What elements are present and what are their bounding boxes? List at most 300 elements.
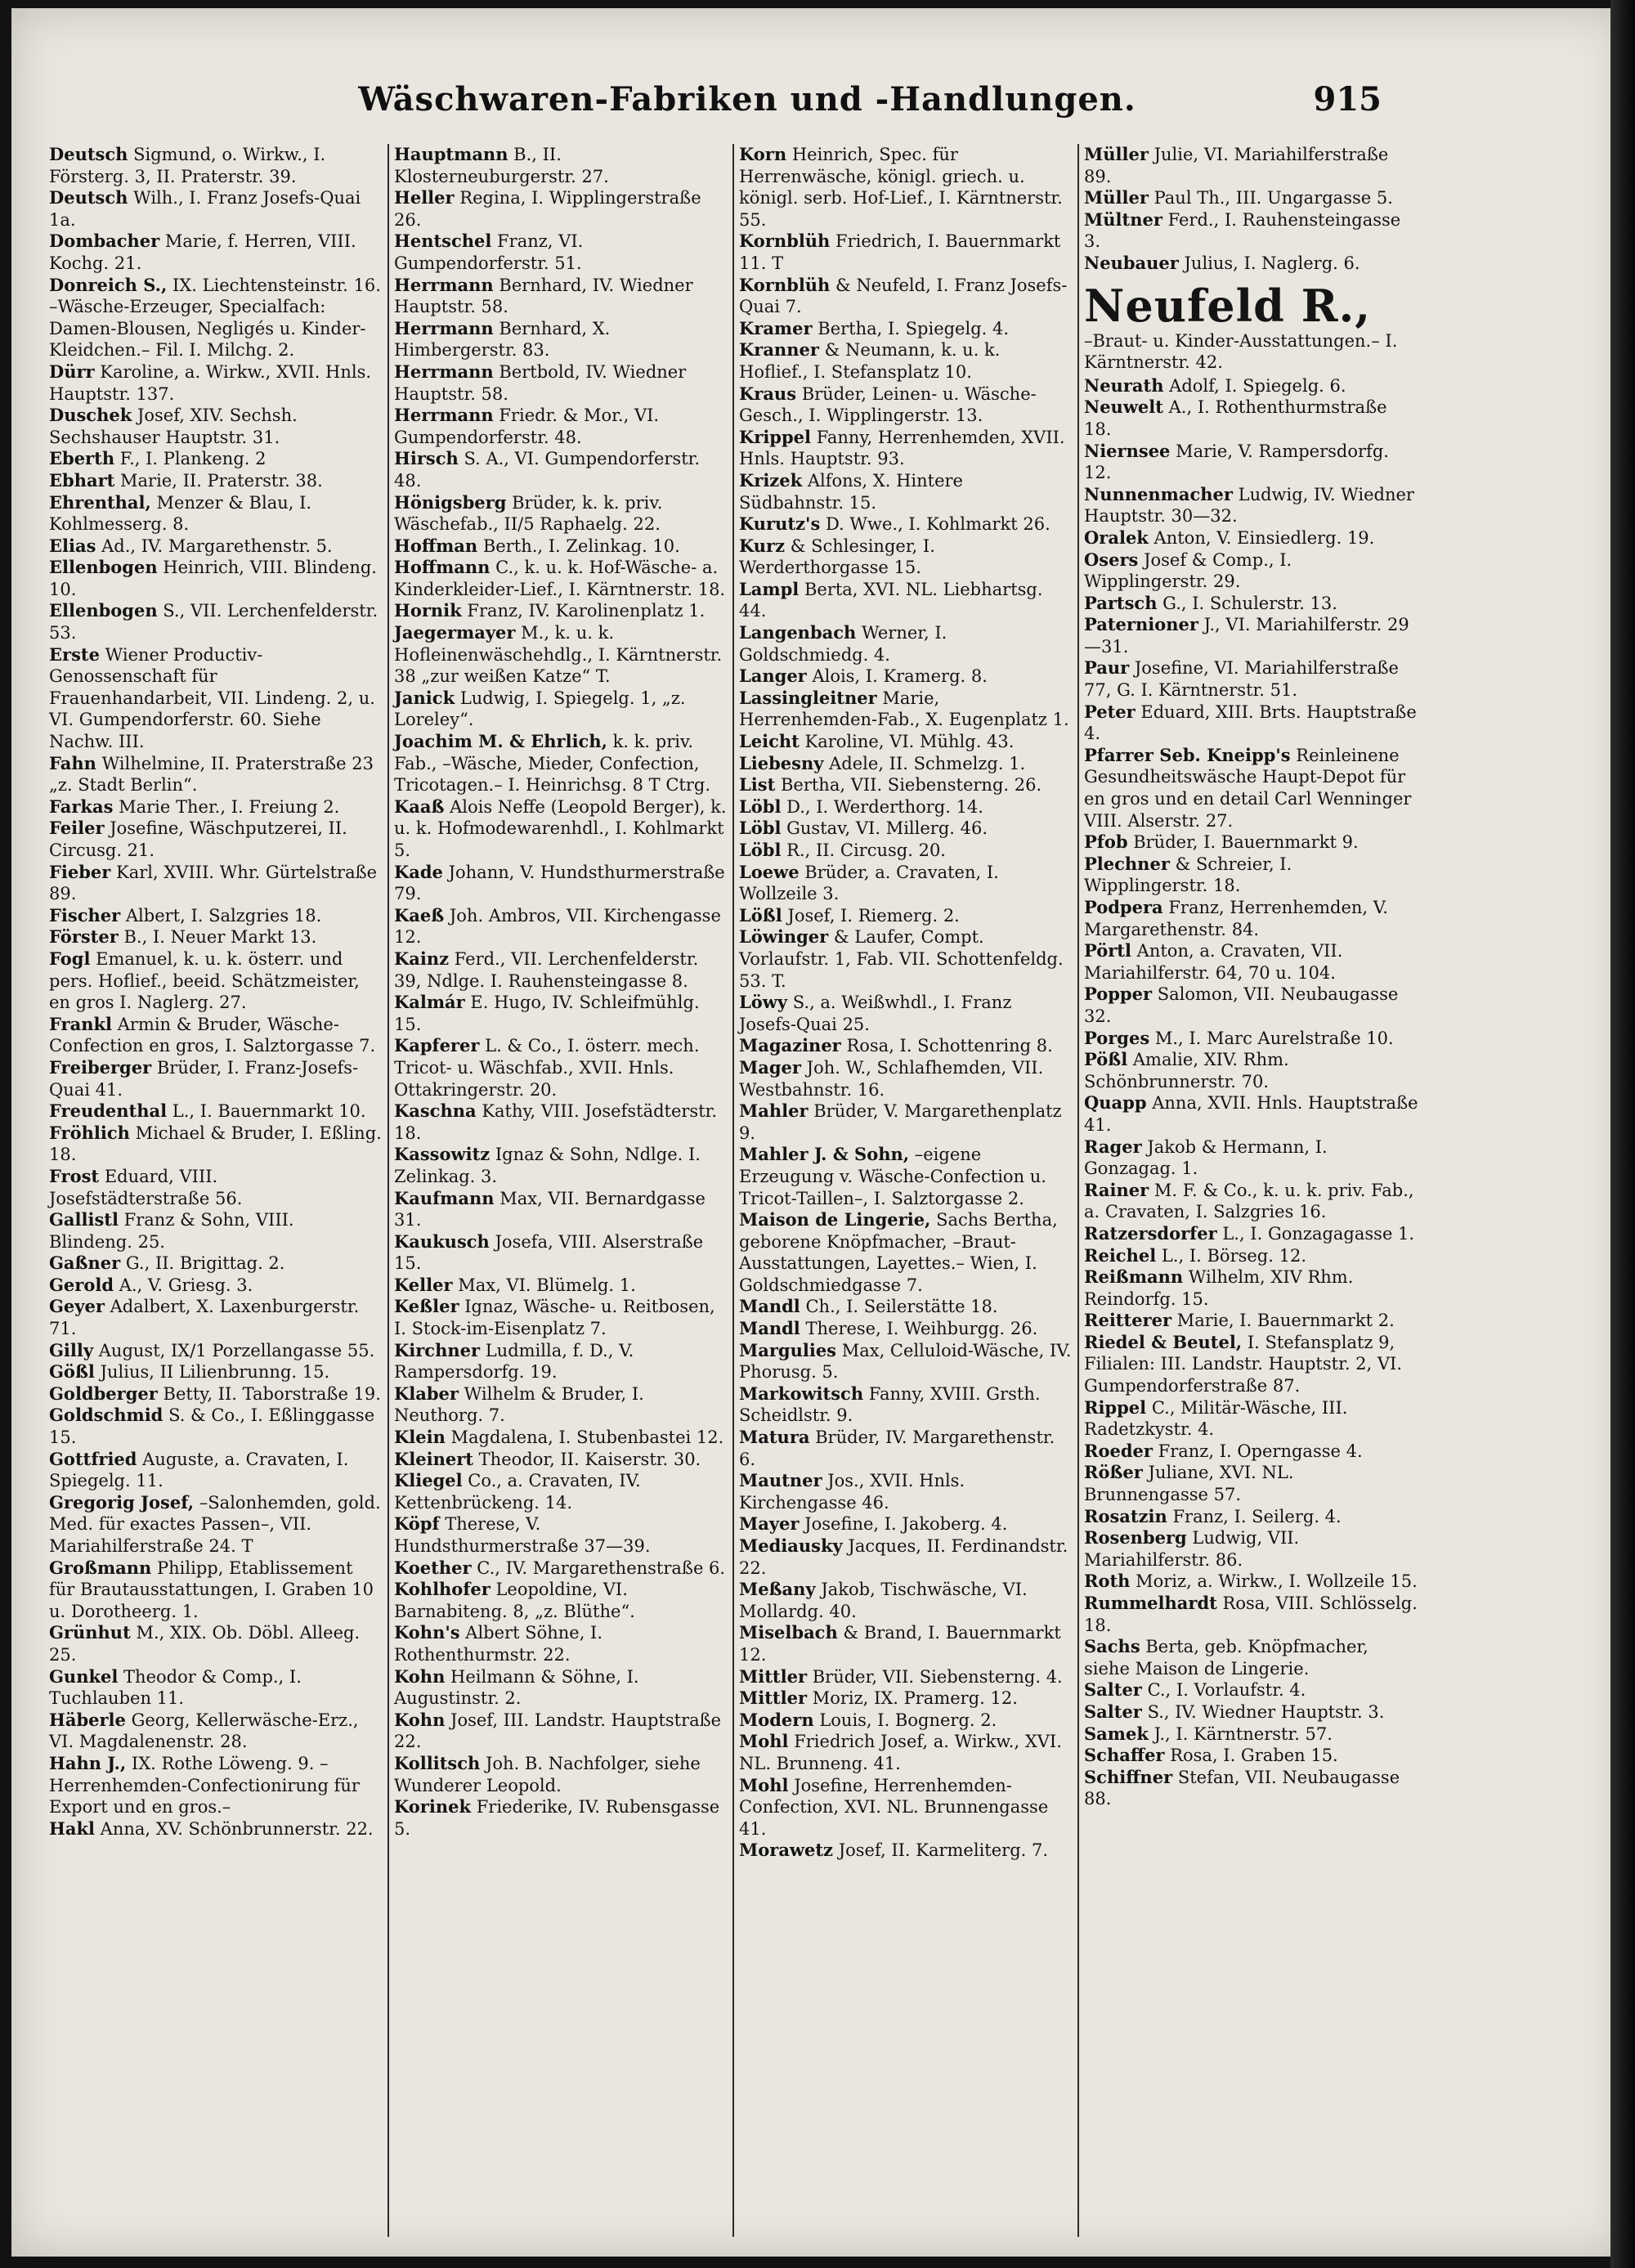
entry-name: Heller <box>394 187 455 208</box>
directory-entry <box>1084 1223 1419 1245</box>
directory-entry <box>1084 1593 1419 1636</box>
directory-entry <box>1084 375 1419 397</box>
directory-entry <box>739 666 1073 688</box>
entry-name: Feiler <box>49 818 105 839</box>
entry-details: Philipp, Etablissement für Brautausstattungen, I. Graben 10 u. Dorotheerg. 1. <box>49 1558 374 1621</box>
entry-details: Josef, III. Landstr. Hauptstraße 22. <box>394 1710 722 1752</box>
entry-name: Mahler <box>739 1100 809 1122</box>
entry-details: Josefine, I. Jakoberg. 4. <box>804 1514 1008 1535</box>
entry-details: Jakob, Tischwäsche, VI. Mollardg. 40. <box>739 1580 1028 1621</box>
entry-name: Ellenbogen <box>49 557 158 578</box>
directory-entry <box>1084 1679 1419 1701</box>
directory-entry <box>1084 209 1419 253</box>
entry-name: Salter <box>1084 1679 1142 1701</box>
directory-entry <box>1084 854 1419 897</box>
column-2 <box>389 144 734 2237</box>
entry-details: Anna, XVII. Hnls. Hauptstraße 41. <box>1084 1093 1418 1135</box>
directory-entry <box>1084 657 1419 701</box>
entry-details: Paul Th., III. Ungargasse 5. <box>1153 188 1393 208</box>
directory-entry <box>1084 1180 1419 1223</box>
directory-entry <box>739 753 1073 775</box>
entry-name: Kohn <box>394 1709 446 1730</box>
entry-details: M. F. & Co., k. u. k. priv. Fab., a. Cravaten, I. Salzgries 16. <box>1084 1180 1414 1222</box>
entry-details: Armin & Bruder, Wäsche-Confection en gros, I. Salztorgasse 7. <box>49 1014 376 1056</box>
scan-edge <box>1610 0 1635 2268</box>
entry-details: –Salonhemden, gold. Med. für exactes Passen–, VII. Mariahilferstraße 24. T <box>49 1492 381 1556</box>
entry-details: Josefine, VI. Mariahilferstraße 77, G. I. Kärntnerstr. 51. <box>1084 658 1399 701</box>
entry-details: Sachs Bertha, geborene Knöpfmacher, –Braut-Ausstattungen, Layettes.– Wien, I. Goldschmiedgasse 7. <box>739 1210 1058 1295</box>
column-4 <box>1079 144 1424 2237</box>
entry-details: & Schlesinger, I. Werderthorgasse 15. <box>739 536 935 578</box>
entry-details: Brüder, I. Bauernmarkt 9. <box>1133 832 1359 853</box>
entry-name: Sachs <box>1084 1636 1140 1657</box>
directory-entry <box>49 1818 383 1840</box>
entry-details: C., IV. Margarethenstraße 6. <box>477 1558 726 1578</box>
entry-details: Joh. W., Schlafhemden, VII. Westbahnstr. 16. <box>739 1057 1044 1100</box>
directory-entry <box>739 144 1073 231</box>
entry-name: Oralek <box>1084 527 1149 548</box>
entry-details: C., I. Vorlaufstr. 4. <box>1147 1680 1306 1701</box>
entry-name: Nunnenmacher <box>1084 483 1233 504</box>
page-number: 915 <box>1313 80 1382 119</box>
entry-details: G., II. Brigittag. 2. <box>125 1253 285 1274</box>
directory-entry <box>739 818 1073 840</box>
directory-page <box>11 8 1627 2257</box>
entry-details: Heinrich, Spec. für Herrenwäsche, königl. griech. u. königl. serb. Hof-Lief., I. Kärntnerstr. 55. <box>739 145 1063 230</box>
entry-name: Hoffman <box>394 535 478 556</box>
entry-details: Max, VII. Bernardgasse 31. <box>394 1188 706 1230</box>
entry-name: Langer <box>739 666 807 687</box>
entry-name: Salter <box>1084 1701 1142 1722</box>
entry-name: Modern <box>739 1709 814 1730</box>
entry-name: Farkas <box>49 796 114 817</box>
entry-name: Rößer <box>1084 1462 1143 1483</box>
directory-entry <box>49 1753 383 1818</box>
entry-details: A., V. Griesg. 3. <box>119 1275 253 1295</box>
entry-name: Kaufmann <box>394 1187 495 1208</box>
directory-entry <box>394 1035 728 1100</box>
directory-entry <box>394 600 728 622</box>
entry-name: Reichel <box>1084 1244 1157 1266</box>
directory-entry <box>394 992 728 1035</box>
directory-entry <box>1084 1701 1419 1723</box>
directory-entry <box>49 948 383 1014</box>
directory-entry <box>1084 1462 1419 1505</box>
directory-entry <box>739 275 1073 318</box>
directory-entry <box>394 1275 728 1297</box>
entry-name: Jaegermayer <box>394 622 516 643</box>
entry-details: Adolf, I. Spiegelg. 6. <box>1169 375 1346 396</box>
directory-entry <box>1084 940 1419 984</box>
entry-details: Emanuel, k. u. k. österr. und pers. Hoflief., beeid. Schätzmeister, en gros I. Naglerg. 27. <box>49 948 360 1013</box>
entry-details: Brüder, Leinen- u. Wäsche-Gesch., I. Wipplingerstr. 13. <box>739 383 1037 426</box>
entry-name: Pfarrer Seb. Kneipp's <box>1084 744 1291 765</box>
entry-name: Ehrenthal, <box>49 491 151 513</box>
entry-name: Rosenberg <box>1084 1527 1187 1549</box>
entry-details: Moriz, a. Wirkw., I. Wollzeile 15. <box>1136 1571 1418 1592</box>
directory-entry <box>49 361 383 405</box>
directory-entry <box>394 536 728 558</box>
directory-entry <box>394 1579 728 1622</box>
directory-entry <box>739 1666 1073 1688</box>
entry-details: J., I. Kärntnerstr. 57. <box>1153 1723 1333 1744</box>
entry-details: Wilhelm & Bruder, I. Neuthorg. 7. <box>394 1383 644 1426</box>
directory-entry <box>1084 1049 1419 1092</box>
entry-details: C., k. u. k. Hof-Wäsche- a. Kinderkleider-Lief., I. Kärntnerstr. 18. <box>394 558 726 599</box>
entry-name: Lößl <box>739 904 782 926</box>
entry-name: Hahn J., <box>49 1752 127 1773</box>
entry-name: Osers <box>1084 549 1139 570</box>
entry-details: Anton, a. Cravaten, VII. Mariahilferstr. 64, 70 u. 104. <box>1084 941 1343 983</box>
entry-name: Köpf <box>394 1513 440 1535</box>
directory-entry <box>739 383 1073 427</box>
directory-entry <box>1084 144 1419 187</box>
entry-name: Rippel <box>1084 1396 1147 1418</box>
entry-details: Anna, XV. Schönbrunnerstr. 22. <box>100 1818 374 1839</box>
entry-name: Krizek <box>739 469 803 491</box>
entry-name: Morawetz <box>739 1840 833 1861</box>
entry-details: Reinleinene Gesundheitswäsche Haupt-Depot für en gros und en detail Carl Wenninger VIII. Alserstr. 27. <box>1084 745 1412 831</box>
directory-entry <box>1084 701 1419 745</box>
directory-entry <box>1084 527 1419 549</box>
directory-entry <box>1084 441 1419 484</box>
entry-details: M., I. Marc Aurelstraße 10. <box>1154 1028 1394 1048</box>
directory-entry <box>49 1123 383 1166</box>
directory-entry <box>394 1558 728 1580</box>
directory-entry <box>1084 1028 1419 1050</box>
directory-entry <box>49 1057 383 1100</box>
entry-details: Julius, I. Naglerg. 6. <box>1184 253 1360 273</box>
directory-entry <box>49 1622 383 1665</box>
entry-name: Förster <box>49 926 119 948</box>
entry-details: –Braut- u. Kinder-Ausstattungen.– I. Kärntnerstr. 42. <box>1084 330 1398 373</box>
entry-name: Neurath <box>1084 374 1164 396</box>
entry-details: Josef & Comp., I. Wipplingerstr. 29. <box>1084 549 1292 592</box>
directory-entry <box>739 905 1073 927</box>
directory-entry <box>1084 187 1419 209</box>
directory-entry <box>49 1100 383 1123</box>
entry-details: Karoline, VI. Mühlg. 43. <box>804 732 1015 752</box>
entry-name: Fischer <box>49 904 121 926</box>
directory-entry <box>394 1710 728 1753</box>
entry-details: Bertha, I. Spiegelg. 4. <box>818 318 1010 338</box>
entry-name: Gottfried <box>49 1448 137 1469</box>
entry-details: Jos., XVII. Hnls. Kirchengasse 46. <box>739 1471 965 1513</box>
entry-name: Rummelhardt <box>1084 1593 1217 1613</box>
entry-name: Herrmann <box>394 405 494 426</box>
entry-name: Müller <box>1084 144 1149 164</box>
entry-name: Kainz <box>394 948 450 969</box>
directory-entry <box>1084 1527 1419 1571</box>
entry-name: Rainer <box>1084 1179 1149 1200</box>
entry-details: Berth., I. Zelinkag. 10. <box>482 536 680 556</box>
entry-details: J., VI. Mariahilferstr. 29—31. <box>1084 615 1409 657</box>
directory-entry <box>739 1383 1073 1427</box>
directory-entry <box>394 144 728 187</box>
directory-entry <box>394 1666 728 1710</box>
directory-entry <box>49 470 383 492</box>
entry-name: Kohn <box>394 1665 446 1687</box>
directory-entry <box>394 1383 728 1427</box>
entry-name: Mittler <box>739 1665 808 1687</box>
entry-details: & Laufer, Compt. Vorlaufstr. 1, Fab. VII. Schottenfeldg. 53. T. <box>739 927 1064 991</box>
entry-details: & Neumann, k. u. k. Hoflief., I. Stefansplatz 10. <box>739 340 1001 382</box>
directory-entry <box>49 1666 383 1710</box>
directory-columns <box>44 144 1426 2237</box>
directory-entry <box>1084 593 1419 615</box>
entry-name: Ellenbogen <box>49 600 158 621</box>
directory-entry <box>394 187 728 231</box>
entry-details: Fanny, XVIII. Grsth. Scheidlstr. 9. <box>739 1383 1041 1426</box>
directory-entry <box>49 448 383 470</box>
entry-name: Reitterer <box>1084 1310 1172 1331</box>
entry-name: Rager <box>1084 1136 1142 1157</box>
directory-entry <box>49 275 383 361</box>
entry-name: Gunkel <box>49 1665 119 1687</box>
entry-details: I. Stefansplatz 9, Filialen: III. Landstr. Hauptstr. 2, VI. Gumpendorferstraße 87. <box>1084 1332 1403 1396</box>
entry-details: Brüder, V. Margarethenplatz 9. <box>739 1101 1062 1143</box>
directory-entry <box>49 1710 383 1753</box>
entry-name: Ratzersdorfer <box>1084 1222 1217 1244</box>
entry-details: Bernhard, X. Himbergerstr. 83. <box>394 318 611 361</box>
entry-name: Korinek <box>394 1796 472 1818</box>
entry-details: Alois, I. Kramerg. 8. <box>812 666 988 687</box>
entry-details: Josefa, VIII. Alserstraße 15. <box>394 1231 704 1274</box>
entry-name: Kassowitz <box>394 1144 490 1165</box>
directory-entry <box>394 1427 728 1449</box>
directory-entry <box>49 862 383 905</box>
entry-details: Bertha, VII. Siebensterng. 26. <box>780 775 1042 796</box>
directory-entry <box>394 1753 728 1796</box>
entry-name: Liebesny <box>739 752 824 773</box>
entry-name: Pößl <box>1084 1049 1128 1070</box>
entry-name: Gößl <box>49 1361 95 1383</box>
directory-entry <box>1084 1092 1419 1136</box>
directory-entry <box>739 318 1073 340</box>
entry-name: Eberth <box>49 448 115 469</box>
entry-details: Marie Ther., I. Freiung 2. <box>119 796 340 817</box>
directory-entry <box>1084 984 1419 1027</box>
directory-entry <box>394 318 728 361</box>
directory-entry <box>394 1231 728 1275</box>
entry-details: Adele, II. Schmelzg. 1. <box>829 753 1026 773</box>
entry-name: Kleinert <box>394 1448 473 1469</box>
directory-entry <box>1084 1136 1419 1180</box>
entry-details: Theodor, II. Kaiserstr. 30. <box>478 1449 701 1469</box>
entry-details: Karoline, a. Wirkw., XVII. Hnls. Hauptstr. 137. <box>49 361 372 404</box>
entry-details: Friedrich, I. Bauernmarkt 11. T <box>739 231 1061 273</box>
entry-details: Julie, VI. Mariahilferstraße 89. <box>1084 145 1389 186</box>
directory-entry <box>1084 1245 1419 1267</box>
entry-details: Ludmilla, f. D., V. Rampersdorfg. 19. <box>394 1340 634 1383</box>
entry-details: Betty, II. Taborstraße 19. <box>163 1383 381 1404</box>
entry-name: Keller <box>394 1274 453 1295</box>
directory-entry <box>1084 281 1419 374</box>
entry-details: Josef, XIV. Sechsh. Sechshauser Hauptstr. 31. <box>49 406 298 447</box>
entry-details: Joh. Ambros, VII. Kirchengasse 12. <box>394 905 721 948</box>
directory-entry <box>739 1035 1073 1057</box>
entry-name: Joachim M. & Ehrlich, <box>394 731 607 752</box>
entry-details: Heinrich, VIII. Blindeng. 10. <box>49 558 377 599</box>
entry-details: Kathy, VIII. Josefstädterstr. 18. <box>394 1101 718 1143</box>
entry-name: Kade <box>394 861 443 882</box>
directory-entry <box>1084 745 1419 831</box>
entry-details: Ignaz, Wäsche- u. Reitbosen, I. Stock-im-Eisenplatz 7. <box>394 1297 715 1339</box>
entry-name: Podpera <box>1084 897 1163 917</box>
entry-details: Julius, II Lilienbrunng. 15. <box>100 1362 330 1383</box>
entry-details: Friederike, IV. Rubensgasse 5. <box>394 1797 720 1839</box>
entry-details: S., IV. Wiedner Hauptstr. 3. <box>1147 1701 1385 1722</box>
entry-name: Herrmann <box>394 274 494 295</box>
entry-details: B., I. Neuer Markt 13. <box>123 927 317 948</box>
entry-details: Brüder, I. Franz-Josefs-Quai 41. <box>49 1057 359 1100</box>
directory-entry <box>739 1710 1073 1732</box>
column-3 <box>734 144 1079 2237</box>
directory-entry <box>739 1840 1073 1862</box>
entry-details: Ferd., I. Rauhensteingasse 3. <box>1084 209 1401 252</box>
directory-entry <box>739 470 1073 513</box>
entry-name: Quapp <box>1084 1092 1147 1114</box>
entry-details: Max, Celluloid-Wäsche, IV. Phorusg. 5. <box>739 1340 1072 1383</box>
entry-name: Langenbach <box>739 622 857 643</box>
entry-name: Gallistl <box>49 1209 119 1230</box>
directory-entry <box>1084 1745 1419 1767</box>
entry-details: Georg, Kellerwäsche-Erz., VI. Magdalenenstr. 28. <box>49 1710 359 1752</box>
entry-details: Josefine, Herrenhemden-Confection, XVI. NL. Brunnengasse 41. <box>739 1775 1049 1839</box>
directory-entry <box>394 948 728 992</box>
directory-entry <box>49 536 383 558</box>
directory-entry <box>394 862 728 905</box>
entry-name: Mayer <box>739 1513 800 1535</box>
directory-entry <box>739 1579 1073 1622</box>
entry-details: L., I. Gonzagagasse 1. <box>1222 1223 1415 1244</box>
entry-name: Margulies <box>739 1339 837 1360</box>
entry-details: Jacques, II. Ferdinandstr. 22. <box>739 1536 1068 1578</box>
directory-entry <box>394 492 728 536</box>
directory-entry <box>739 579 1073 622</box>
entry-details: Co., a. Cravaten, IV. Kettenbrückeng. 14. <box>394 1471 641 1513</box>
entry-name: Korn <box>739 144 787 164</box>
directory-entry <box>739 731 1073 753</box>
entry-name: Janick <box>394 687 455 708</box>
entry-name: List <box>739 774 776 796</box>
directory-entry <box>739 1731 1073 1774</box>
entry-details: Amalie, XIV. Rhm. Schönbrunnerstr. 70. <box>1084 1050 1289 1091</box>
directory-entry <box>1084 1767 1419 1810</box>
directory-entry <box>739 1057 1073 1100</box>
entry-name: Kirchner <box>394 1339 481 1360</box>
entry-name: Kapferer <box>394 1035 480 1056</box>
entry-name: Mediausky <box>739 1535 843 1556</box>
entry-name: Keßler <box>394 1296 459 1317</box>
entry-name: Mautner <box>739 1470 822 1491</box>
entry-name: Großmann <box>49 1557 152 1578</box>
directory-entry <box>394 1188 728 1231</box>
entry-details: Michael & Bruder, I. Eßling. 18. <box>49 1123 382 1165</box>
entry-details: Sigmund, o. Wirkw., I. Försterg. 3, II. Praterstr. 39. <box>49 145 326 186</box>
entry-name: Gaßner <box>49 1253 121 1274</box>
directory-entry <box>49 818 383 861</box>
entry-details: Wilh., I. Franz Josefs-Quai 1a. <box>49 188 361 230</box>
entry-name: Neufeld R., <box>1084 279 1372 332</box>
directory-entry <box>739 536 1073 579</box>
entry-details: Marie, I. Bauernmarkt 2. <box>1176 1311 1395 1331</box>
entry-name: Mohl <box>739 1731 789 1752</box>
entry-name: Erste <box>49 643 100 665</box>
directory-entry <box>394 448 728 491</box>
directory-entry <box>739 1622 1073 1665</box>
entry-name: Löwy <box>739 992 788 1013</box>
entry-name: Ebhart <box>49 469 115 491</box>
entry-details: Wilhelm, XIV Rhm. Reindorfg. 15. <box>1084 1267 1354 1309</box>
entry-name: Peter <box>1084 701 1136 722</box>
entry-name: Goldberger <box>49 1383 158 1404</box>
entry-details: Anton, V. Einsiedlerg. 19. <box>1153 527 1375 548</box>
directory-entry <box>739 1427 1073 1470</box>
directory-entry <box>49 1209 383 1253</box>
directory-entry <box>49 753 383 796</box>
directory-entry <box>739 796 1073 818</box>
entry-name: Kaaß <box>394 796 445 817</box>
entry-details: Ludwig, IV. Wiedner Hauptstr. 30—32. <box>1084 484 1414 527</box>
entry-details: M., XIX. Ob. Döbl. Alleeg. 25. <box>49 1623 361 1665</box>
entry-name: Mager <box>739 1056 801 1078</box>
directory-entry <box>394 1449 728 1471</box>
directory-entry <box>1084 1266 1419 1310</box>
entry-details: Rosa, I. Graben 15. <box>1170 1746 1338 1766</box>
entry-name: Kalmár <box>394 992 465 1013</box>
entry-name: Kohlhofer <box>394 1579 490 1600</box>
entry-name: Roeder <box>1084 1440 1153 1461</box>
entry-name: Hornik <box>394 600 462 621</box>
directory-entry <box>49 231 383 274</box>
entry-name: Matura <box>739 1427 810 1448</box>
entry-name: Herrmann <box>394 361 494 382</box>
directory-entry <box>1084 897 1419 940</box>
entry-details: Franz, Herrenhemden, V. Margarethenstr. 84. <box>1084 898 1388 939</box>
entry-name: Fogl <box>49 948 91 969</box>
entry-name: Mohl <box>739 1774 789 1795</box>
entry-name: Riedel & Beutel, <box>1084 1331 1243 1352</box>
entry-details: Heilmann & Söhne, I. Augustinstr. 2. <box>394 1666 639 1709</box>
entry-name: Löbl <box>739 796 782 817</box>
entry-name: Mandl <box>739 1296 800 1317</box>
directory-entry <box>739 231 1073 274</box>
entry-name: Mittler <box>739 1688 808 1709</box>
entry-details: Salomon, VII. Neubaugasse 32. <box>1084 984 1399 1026</box>
directory-entry <box>394 1340 728 1383</box>
entry-details: Karl, XVIII. Whr. Gürtelstraße 89. <box>49 862 378 904</box>
entry-details: L., I. Börseg. 12. <box>1161 1245 1307 1266</box>
entry-details: Therese, I. Weihburgg. 26. <box>805 1319 1038 1339</box>
directory-entry <box>739 1296 1073 1318</box>
entry-details: Max, VI. Blümelg. 1. <box>458 1275 636 1295</box>
entry-name: Kliegel <box>394 1470 463 1491</box>
entry-name: Müller <box>1084 187 1149 208</box>
entry-name: Donreich S., <box>49 274 168 295</box>
entry-name: Hönigsberg <box>394 491 507 513</box>
entry-name: Kurutz's <box>739 513 821 535</box>
directory-entry <box>49 1014 383 1057</box>
entry-name: Kollitsch <box>394 1752 481 1773</box>
entry-name: Grünhut <box>49 1622 131 1643</box>
directory-entry <box>394 731 728 796</box>
entry-name: Elias <box>49 535 96 556</box>
directory-entry <box>1084 1397 1419 1441</box>
entry-name: Freiberger <box>49 1056 152 1078</box>
directory-entry <box>739 622 1073 666</box>
entry-details: Ch., I. Seilerstätte 18. <box>805 1297 998 1317</box>
